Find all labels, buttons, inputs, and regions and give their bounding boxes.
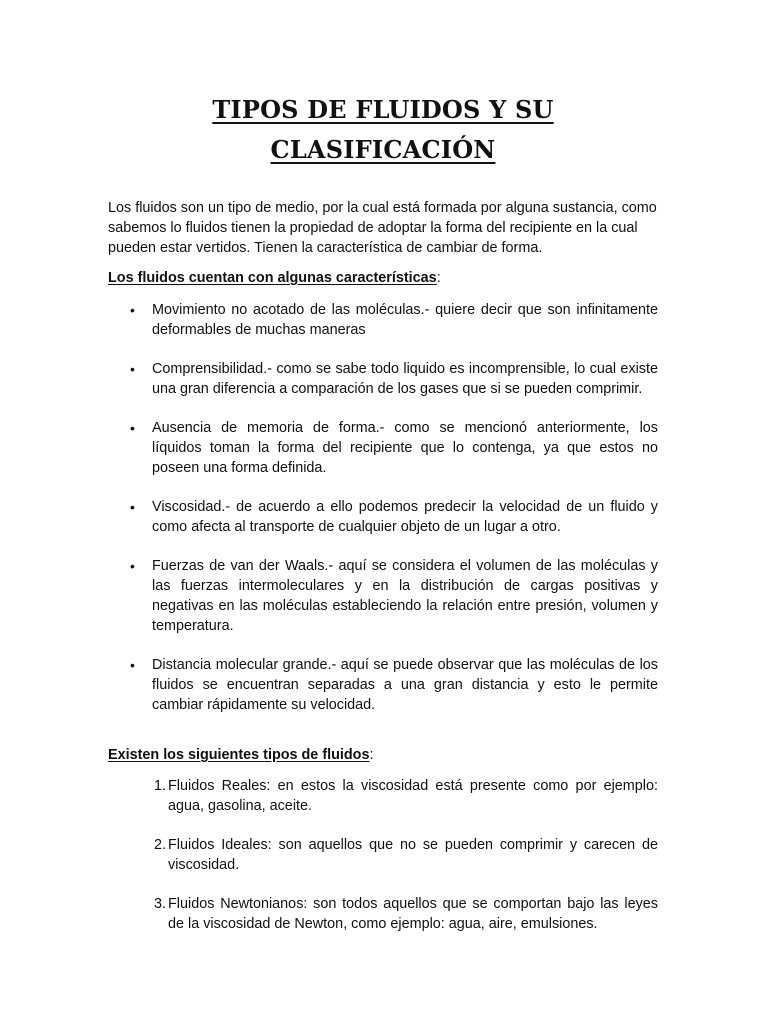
list-item-text: Fuerzas de van der Waals.- aquí se considera el volumen de las moléculas y las fuerzas intermoleculares y en la distribución de cargas positivas y negativas en las moléculas estableciendo la relación entre presión, volumen y temperatura. bbox=[152, 558, 658, 634]
list-item-text: Movimiento no acotado de las moléculas.- quiere decir que son infinitamente deformables de muchas maneras bbox=[152, 302, 658, 338]
list-item-text: Fluidos Ideales: son aquellos que no se pueden comprimir y carecen de viscosidad. bbox=[168, 837, 658, 873]
list-item bbox=[108, 359, 658, 399]
characteristics-heading-text: Los fluidos cuentan con algunas características bbox=[108, 270, 437, 286]
characteristics-heading-colon: : bbox=[436, 270, 441, 286]
list-item-text: Comprensibilidad.- como se sabe todo liquido es incomprensible, lo cual existe una gran diferencia a comparación de los gases que si se pueden comprimir. bbox=[152, 361, 658, 397]
bullet-icon: • bbox=[130, 657, 135, 673]
bullet-icon: • bbox=[130, 302, 135, 318]
characteristics-heading bbox=[108, 268, 658, 288]
list-number: 1. bbox=[154, 778, 167, 794]
types-list bbox=[108, 776, 658, 934]
list-item bbox=[108, 556, 658, 636]
bullet-icon: • bbox=[130, 499, 135, 515]
list-item bbox=[108, 894, 658, 934]
list-item-text: Fluidos Newtonianos: son todos aquellos que se comportan bajo las leyes de la viscosidad de Newton, como ejemplo: agua, aire, emulsiones. bbox=[168, 896, 658, 932]
list-item bbox=[108, 655, 658, 715]
types-heading bbox=[108, 745, 658, 765]
list-item-text: Ausencia de memoria de forma.- como se mencionó anteriormente, los líquidos toman la forma del recipiente que lo contenga, ya que estos no poseen una forma definida. bbox=[152, 420, 658, 476]
types-heading-text: Existen los siguientes tipos de fluidos bbox=[108, 747, 370, 763]
list-item bbox=[108, 776, 658, 816]
list-item bbox=[108, 418, 658, 478]
types-heading-colon: : bbox=[369, 747, 374, 763]
list-number: 3. bbox=[154, 896, 167, 912]
bullet-icon: • bbox=[130, 361, 135, 377]
list-item-text: Fluidos Reales: en estos la viscosidad está presente como por ejemplo: agua, gasolina, aceite. bbox=[168, 778, 658, 814]
bullet-icon: • bbox=[130, 420, 135, 436]
list-item bbox=[108, 835, 658, 875]
list-item bbox=[108, 300, 658, 340]
intro-paragraph: Los fluidos son un tipo de medio, por la cual está formada por alguna sustancia, como sabemos lo fluidos tienen la propiedad de adoptar la forma del recipiente en la cual pueden estar vertidos. Tienen la característica de cambiar de forma. bbox=[108, 200, 657, 256]
list-item-text: Viscosidad.- de acuerdo a ello podemos predecir la velocidad de un fluido y como afecta al transporte de cualquier objeto de un lugar a otro. bbox=[152, 499, 658, 535]
page-title: TIPOS DE FLUIDOS Y SU CLASIFICACIÓN bbox=[212, 95, 554, 164]
list-item bbox=[108, 497, 658, 537]
characteristics-list bbox=[108, 300, 658, 715]
list-number: 2. bbox=[154, 837, 167, 853]
bullet-icon: • bbox=[130, 558, 135, 574]
list-item-text: Distancia molecular grande.- aquí se puede observar que las moléculas de los fluidos se encuentran separadas a una gran distancia y esto le permite cambiar rápidamente su velocidad. bbox=[152, 657, 658, 713]
